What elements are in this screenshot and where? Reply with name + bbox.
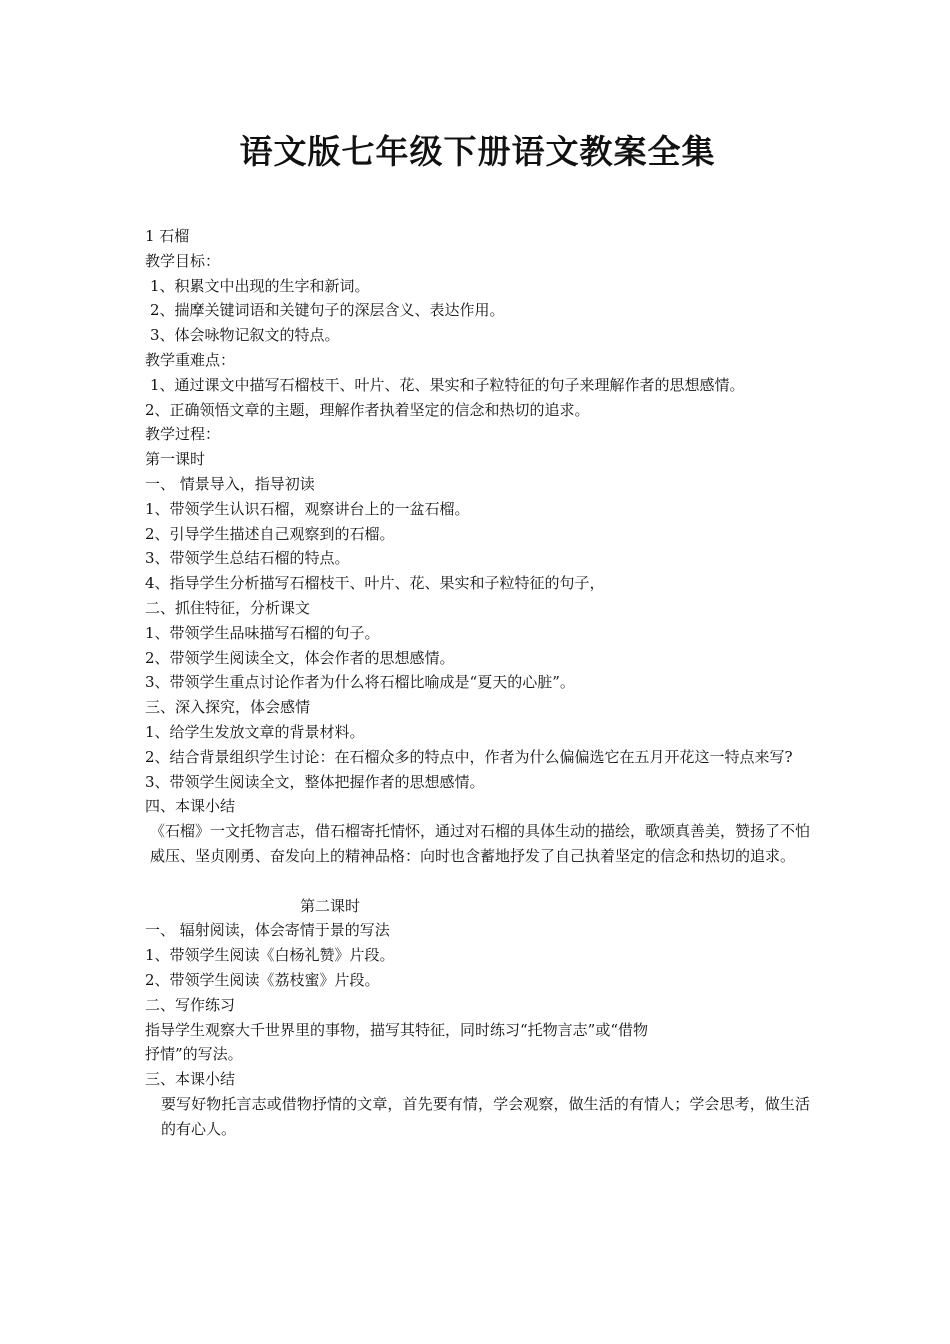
summary-paragraph: 要写好物托言志或借物抒情的文章，首先要有情，学会观察，做生活的有情人；学会思考，做生活的有心人。 bbox=[161, 1094, 810, 1138]
paragraph-line: 指导学生观察大千世界里的事物，描写其特征，同时练习“托物言志”或“借物 bbox=[145, 1020, 649, 1039]
list-item: 1、积累文中出现的生字和新词。 bbox=[150, 276, 370, 295]
paragraph-gap bbox=[145, 869, 810, 894]
list-item: 1、给学生发放文章的背景材料。 bbox=[145, 722, 365, 741]
period-heading: 第二课时 bbox=[300, 896, 361, 915]
summary-paragraph: 《石榴》一文托物言志，借石榴寄托情怀，通过对石榴的具体生动的描绘，歌颂真善美，赞扬了不怕威压、坚贞刚勇、奋发向上的精神品格：向时也含蓄地抒发了自己执着坚定的信念和热切的追求。 bbox=[150, 822, 811, 865]
section-heading: 教学过程： bbox=[145, 425, 221, 444]
list-item: 2、带领学生阅读全文，体会作者的思想感情。 bbox=[145, 648, 455, 667]
list-item: 2、揣摩关键词语和关键句子的深层含义、表达作用。 bbox=[150, 301, 505, 320]
list-item: 1、通过课文中描写石榴枝干、叶片、花、果实和子粒特征的句子来理解作者的思想感情。 bbox=[150, 375, 745, 394]
period-heading: 第一课时 bbox=[145, 450, 206, 469]
step-heading: 四、本课小结 bbox=[145, 797, 236, 816]
list-item: 2、带领学生阅读《荔枝蜜》片段。 bbox=[145, 970, 380, 989]
step-heading: 三、本课小结 bbox=[145, 1070, 236, 1089]
step-heading: 一、 情景导入，指导初读 bbox=[145, 474, 315, 493]
list-item: 3、体会咏物记叙文的特点。 bbox=[150, 326, 340, 345]
list-item: 3、带领学生阅读全文，整体把握作者的思想感情。 bbox=[145, 772, 485, 791]
list-item: 1、带领学生阅读《白杨礼赞》片段。 bbox=[145, 946, 395, 965]
step-heading: 三、深入探究，体会感情 bbox=[145, 698, 311, 717]
list-item: 2、结合背景组织学生讨论：在石榴众多的特点中，作者为什么偏偏选它在五月开花这一特点来写? bbox=[145, 747, 793, 766]
document-title: 语文版七年级下册语文教案全集 bbox=[239, 132, 716, 171]
list-item: 3、带领学生总结石榴的特点。 bbox=[145, 549, 350, 568]
list-item: 1、带领学生品味描写石榴的句子。 bbox=[145, 623, 380, 642]
list-item: 3、带领学生重点讨论作者为什么将石榴比喻成是“夏天的心脏”。 bbox=[145, 673, 575, 692]
list-item: 4、指导学生分析描写石榴枝干、叶片、花、果实和子粒特征的句子， bbox=[145, 574, 605, 593]
document-body bbox=[145, 224, 810, 1141]
list-item: 1、带领学生认识石榴，观察讲台上的一盆石榴。 bbox=[145, 499, 470, 518]
section-heading: 教学目标： bbox=[145, 251, 221, 270]
step-heading: 一、 辐射阅读，体会寄情于景的写法 bbox=[145, 921, 390, 940]
section-heading: 教学重难点： bbox=[145, 350, 236, 369]
lesson-heading: 1 石榴 bbox=[145, 227, 190, 245]
step-heading: 二、写作练习 bbox=[145, 995, 236, 1014]
list-item: 2、正确领悟文章的主题，理解作者执着坚定的信念和热切的追求。 bbox=[145, 400, 590, 419]
step-heading: 二、抓住特征，分析课文 bbox=[145, 598, 311, 617]
list-item: 2、引导学生描述自己观察到的石榴。 bbox=[145, 524, 395, 543]
paragraph-line: 抒情”的写法。 bbox=[145, 1045, 243, 1064]
